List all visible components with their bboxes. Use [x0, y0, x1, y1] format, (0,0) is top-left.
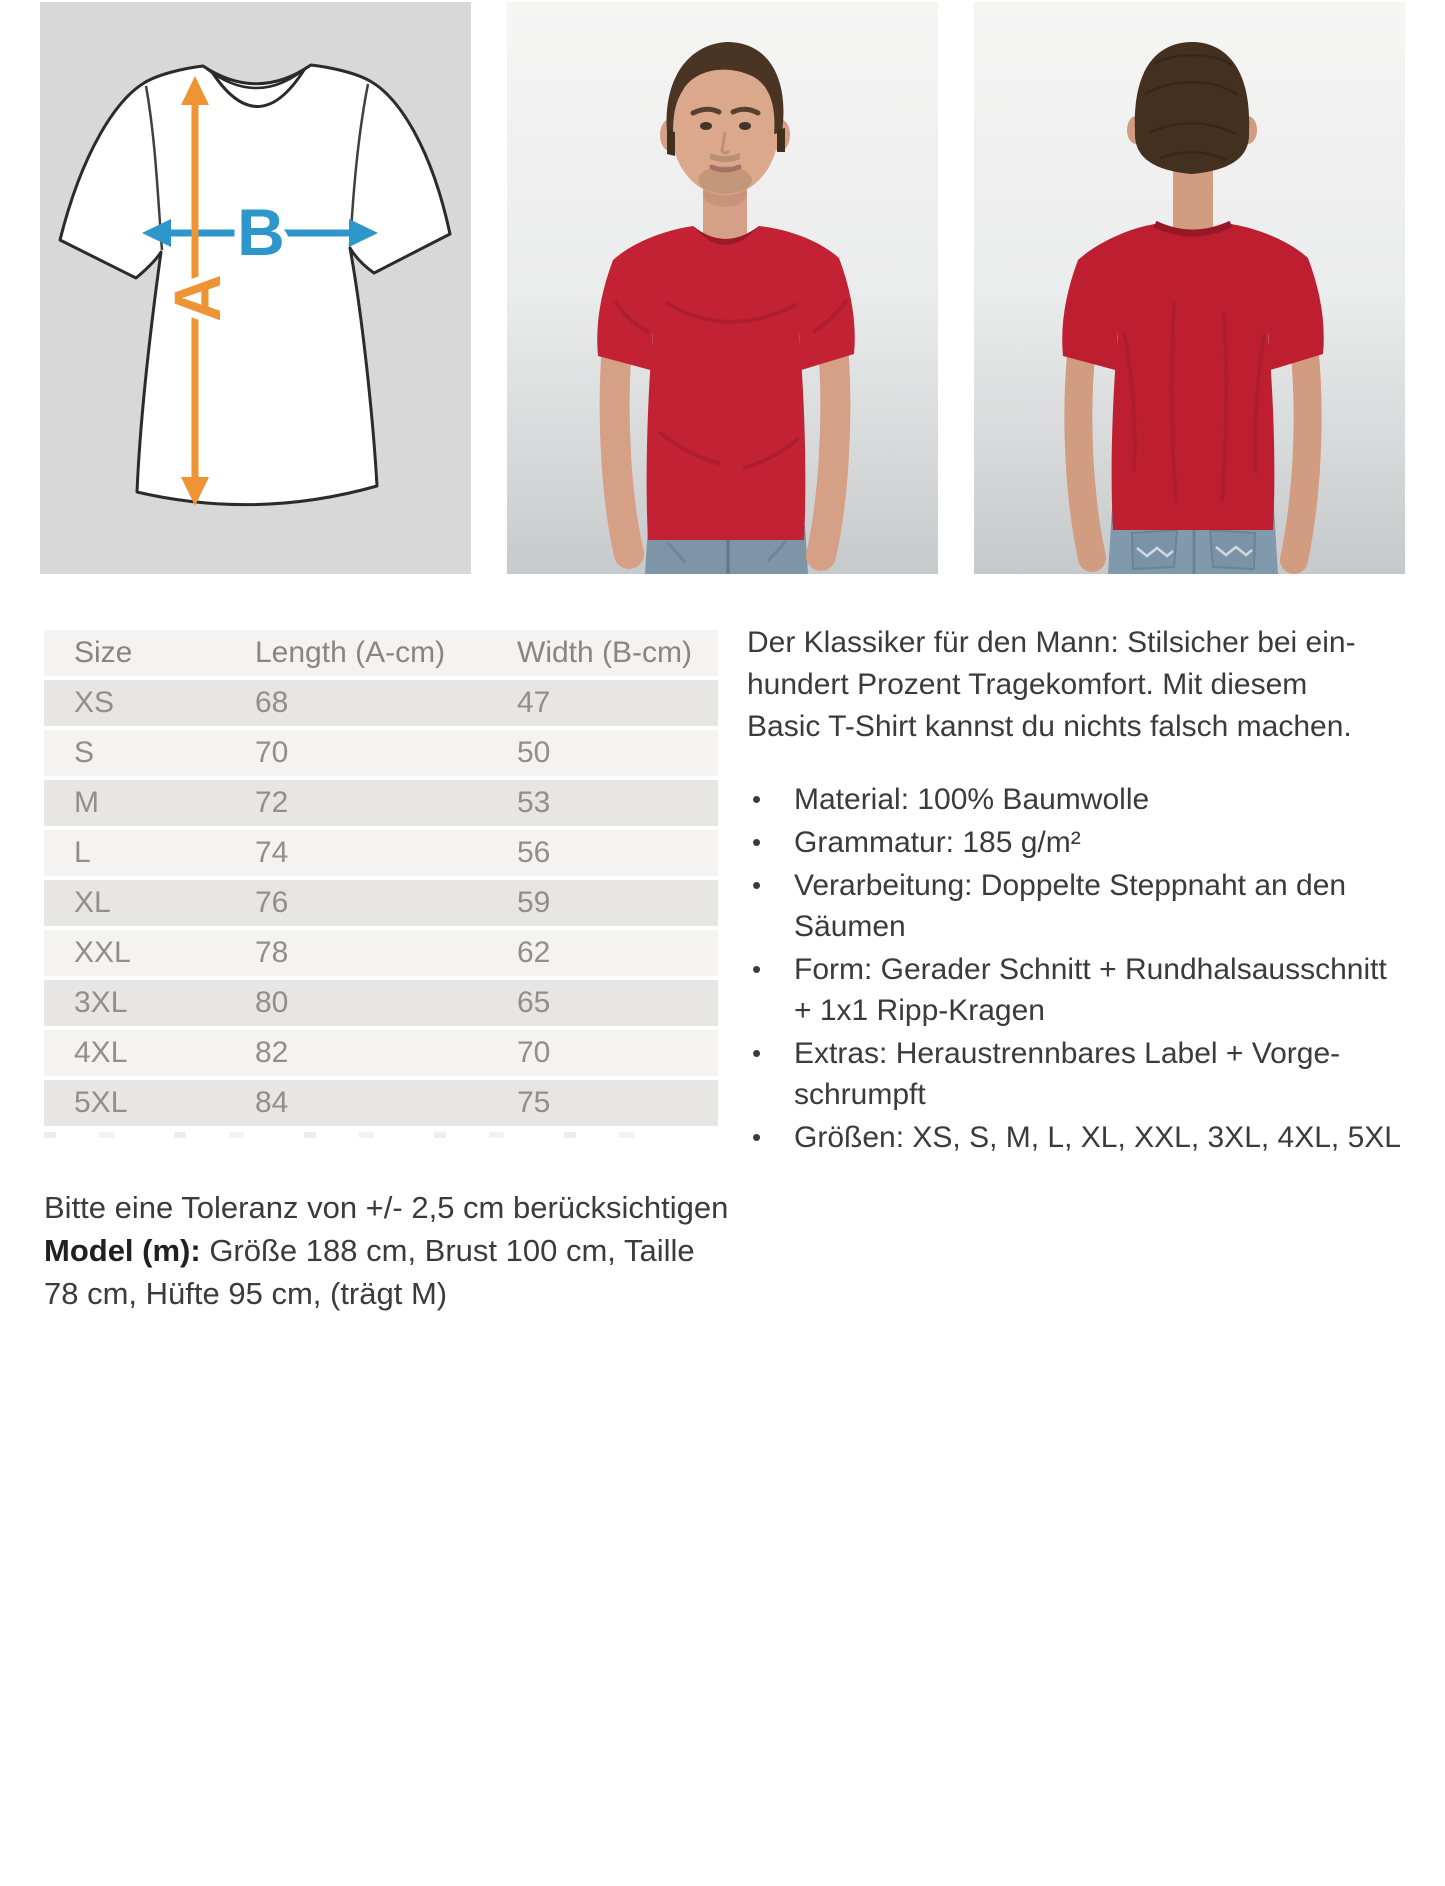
col-header-size: Size: [74, 636, 133, 669]
size-cell: 5XL: [74, 1086, 128, 1119]
list-item-groessen: [747, 1117, 1407, 1158]
width-cell: 75: [517, 1086, 551, 1119]
intro-line: Der Klassiker für den Mann: Stilsicher bei ein-: [747, 626, 1356, 659]
tshirt-measure-diagram: [40, 2, 471, 574]
model-back-photo: [974, 2, 1405, 574]
intro-line: hundert Prozent Tragekomfort. Mit diesem: [747, 668, 1308, 701]
bullet-dot: •: [752, 870, 762, 900]
description-intro: [747, 622, 1407, 748]
list-item-grammatur: [747, 822, 1407, 863]
length-cell: 76: [255, 886, 289, 919]
table-row-l: [44, 830, 718, 876]
length-cell: 70: [255, 736, 289, 769]
bullet-text: Größen: XS, S, M, L, XL, XXL, 3XL, 4XL, 5XL: [794, 1121, 1401, 1154]
size-diagram-image: [40, 2, 471, 574]
table-row-xs: [44, 680, 718, 726]
width-cell: 59: [517, 886, 551, 919]
length-cell: 84: [255, 1086, 289, 1119]
model-front-photo: [507, 2, 938, 574]
length-cell: 80: [255, 986, 289, 1019]
size-cell: XL: [74, 886, 111, 919]
bullet-text: Extras: Heraustrennbares Label + Vorge- schrumpft: [794, 1037, 1341, 1111]
col-header-length: Length (A-cm): [255, 636, 446, 669]
feature-list: [747, 779, 1407, 1158]
size-cell: L: [74, 836, 91, 869]
table-row-xxl: [44, 930, 718, 976]
bullet-text: Grammatur: 185 g/m²: [794, 826, 1081, 859]
table-row-4xl: [44, 1030, 718, 1076]
size-table: [44, 630, 718, 1130]
list-item-verarbeitung: [747, 865, 1407, 947]
width-cell: 62: [517, 936, 551, 969]
bullet-text: Material: 100% Baumwolle: [794, 783, 1150, 816]
list-item-form: [747, 949, 1407, 1031]
product-image-row: [40, 2, 1405, 574]
width-cell: 70: [517, 1036, 551, 1069]
product-description: [747, 622, 1407, 1188]
model-front-illustration: [507, 2, 938, 574]
length-cell: 72: [255, 786, 289, 819]
hair-back: [1135, 42, 1249, 174]
table-row-3xl: [44, 980, 718, 1026]
table-clipped-row: [44, 1132, 694, 1138]
size-cell: 3XL: [74, 986, 128, 1019]
model-back-illustration: [974, 2, 1405, 574]
bullet-text: Form: Gerader Schnitt + Rundhalsausschnitt + 1x1 Ripp-Kragen: [794, 953, 1387, 1027]
model-info-line2: 78 cm, Hüfte 95 cm, (trägt M): [44, 1276, 448, 1311]
model-info-line1: [44, 1229, 728, 1272]
bullet-dot: •: [752, 1038, 762, 1068]
table-row-m: [44, 780, 718, 826]
width-cell: 50: [517, 736, 551, 769]
model-info-rest: Größe 188 cm, Brust 100 cm, Taille: [200, 1233, 695, 1268]
list-item-extras: [747, 1033, 1407, 1115]
bullet-dot: •: [752, 784, 762, 814]
width-cell: 65: [517, 986, 551, 1019]
intro-line: Basic T-Shirt kannst du nichts falsch machen.: [747, 710, 1352, 743]
size-cell: M: [74, 786, 99, 819]
size-cell: S: [74, 736, 95, 769]
model-label: Model (m):: [44, 1233, 201, 1268]
length-cell: 78: [255, 936, 289, 969]
bullet-dot: •: [752, 954, 762, 984]
size-cell: 4XL: [74, 1036, 128, 1069]
bullet-dot: •: [752, 1122, 762, 1152]
bullet-text: Verarbeitung: Doppelte Steppnaht an den Säumen: [794, 869, 1347, 943]
size-cell: XXL: [74, 936, 131, 969]
col-header-width: Width (B-cm): [517, 636, 692, 669]
length-cell: 68: [255, 686, 289, 719]
table-row-s: [44, 730, 718, 776]
size-table-header: [44, 630, 718, 676]
width-cell: 56: [517, 836, 551, 869]
table-row-xl: [44, 880, 718, 926]
bullet-dot: •: [752, 827, 762, 857]
list-item-material: [747, 779, 1407, 820]
measure-b-label: B: [237, 195, 285, 269]
measure-a-label: A: [160, 274, 234, 322]
length-cell: 74: [255, 836, 289, 869]
width-cell: 53: [517, 786, 551, 819]
width-cell: 47: [517, 686, 551, 719]
size-cell: XS: [74, 686, 115, 719]
tolerance-note: Bitte eine Toleranz von +/- 2,5 cm berücksichtigen: [44, 1190, 729, 1225]
length-cell: 82: [255, 1036, 289, 1069]
measurement-notes: [44, 1186, 728, 1315]
table-row-5xl: [44, 1080, 718, 1126]
